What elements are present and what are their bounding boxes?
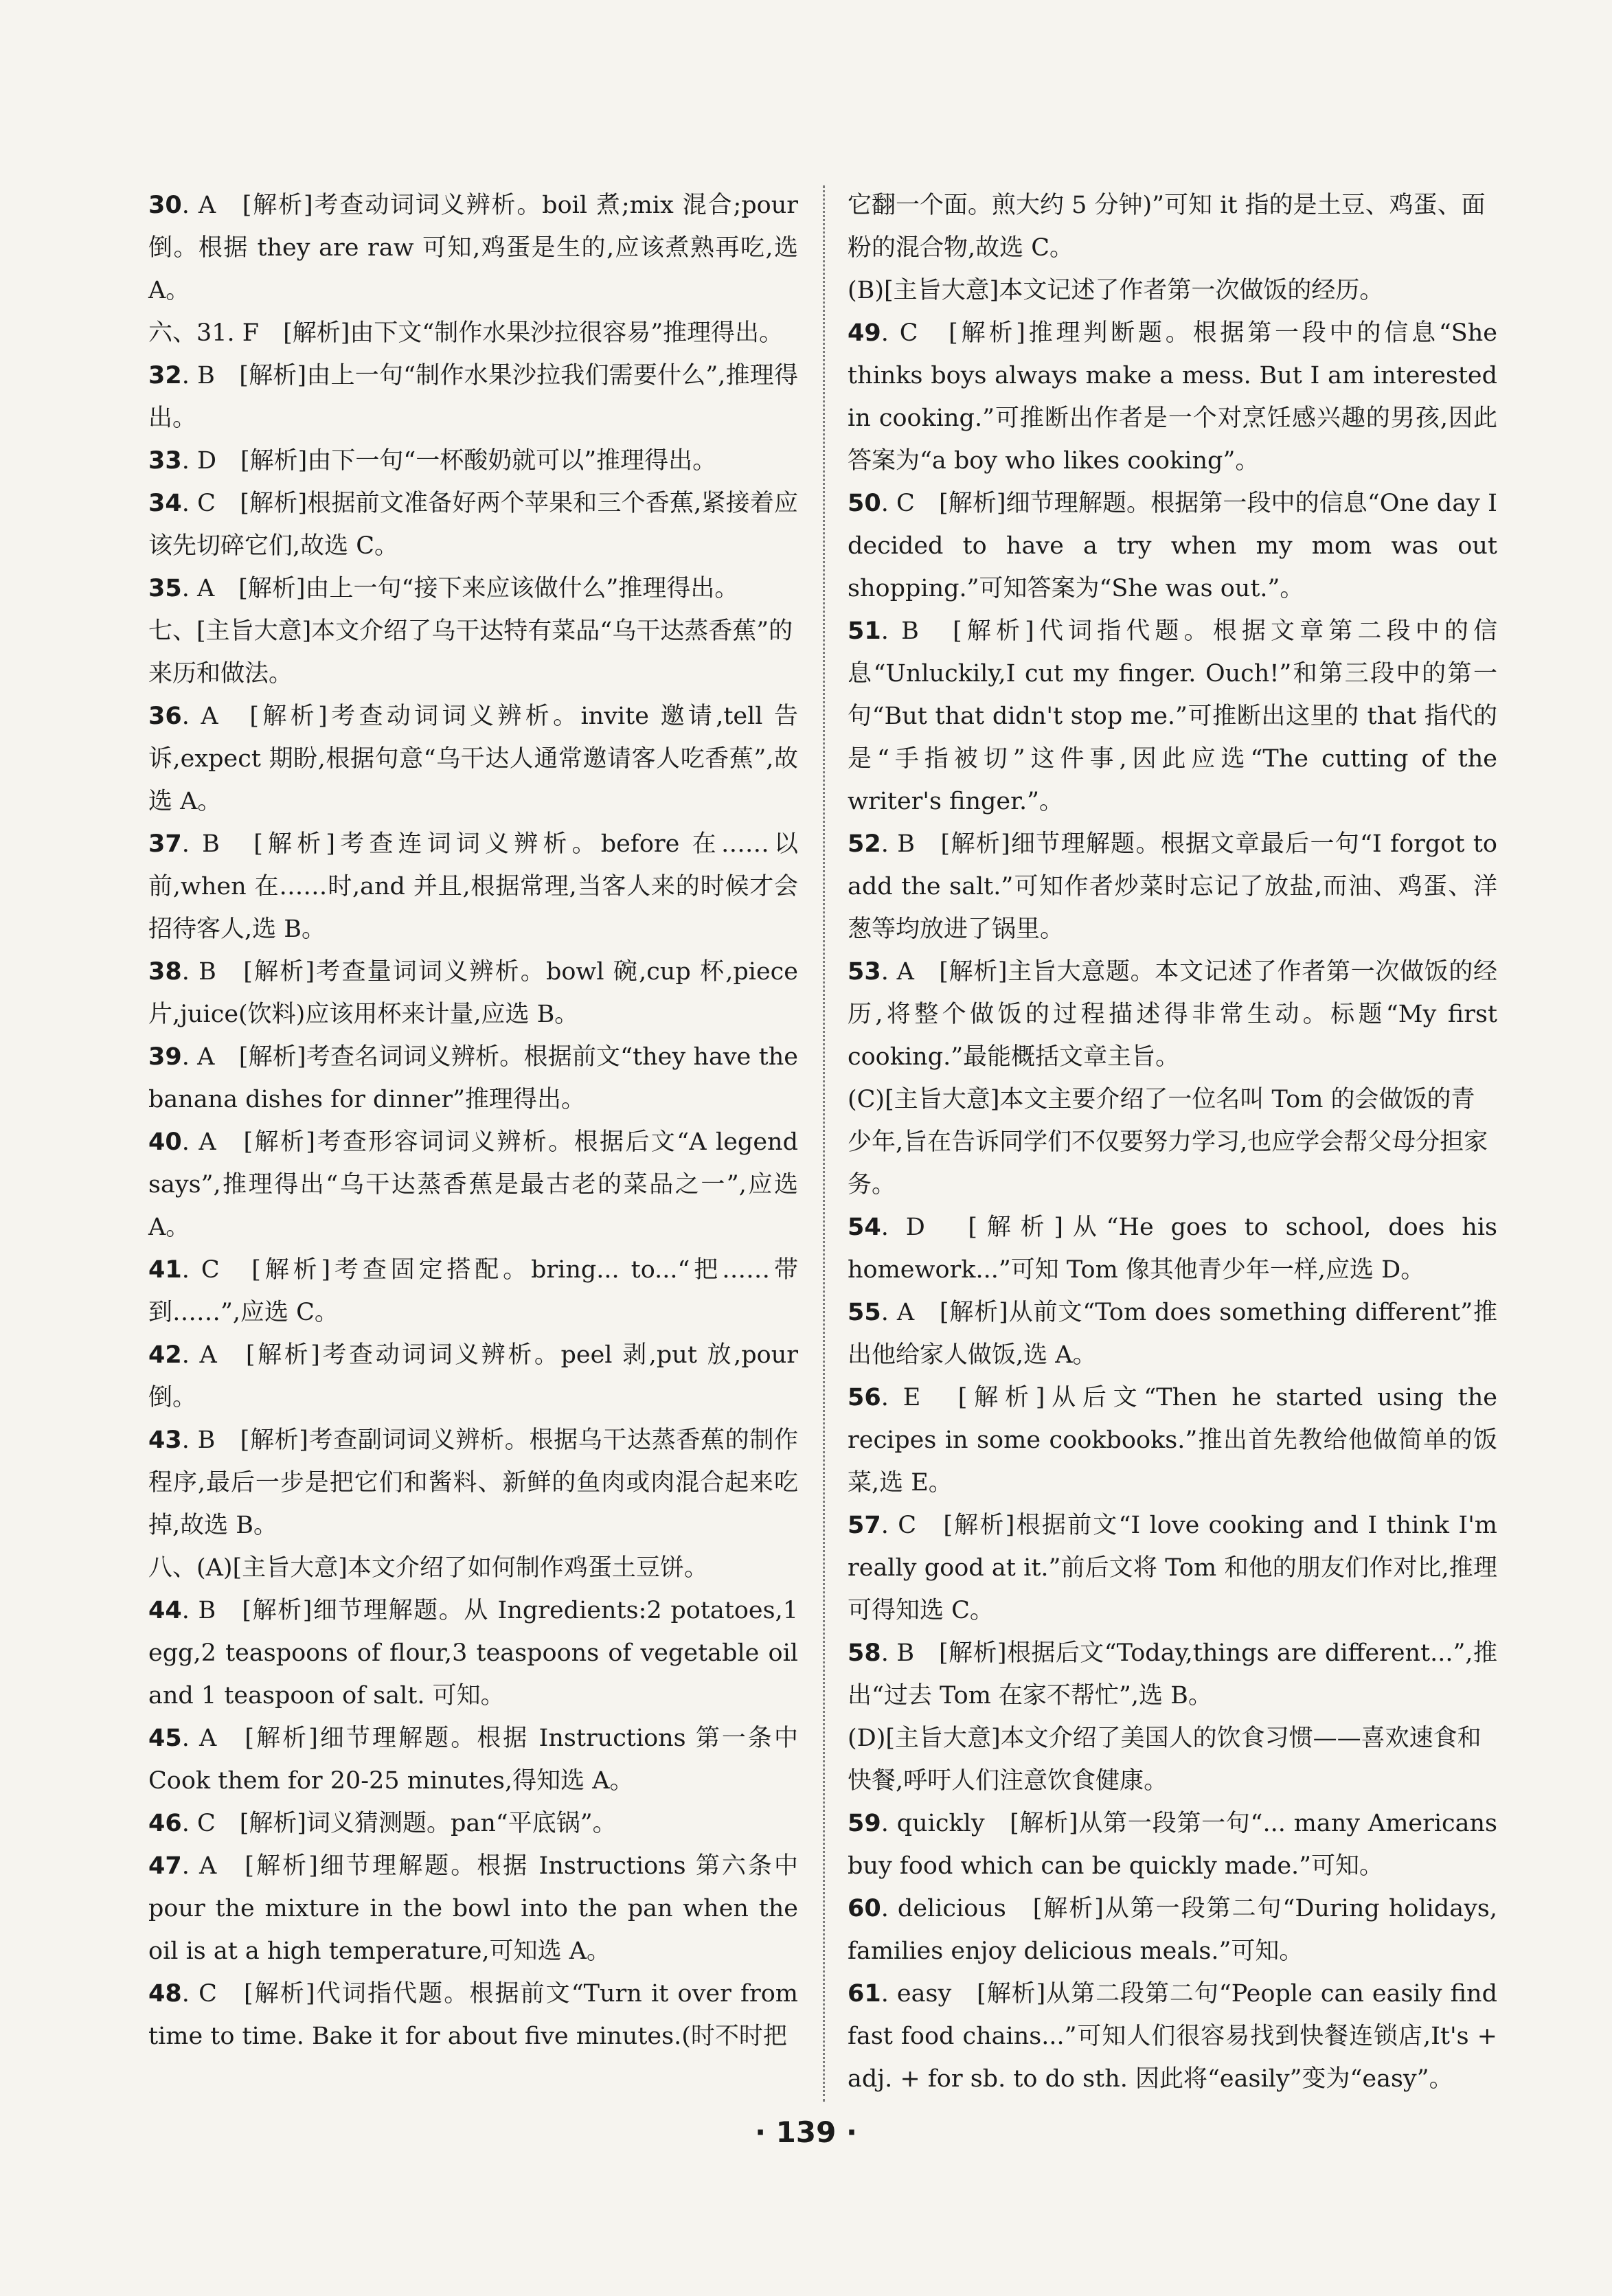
answer-text: 它翻一个面。煎大约 5 分钟)”可知 it 指的是土豆、鸡蛋、面粉的混合物,故选 C。 xyxy=(848,192,1486,262)
answer-item xyxy=(148,1802,798,1845)
answer-text: . A [解析]细节理解题。根据 Instructions 第一条中 Cook them for 20-25 minutes,得知选 A。 xyxy=(148,1725,798,1795)
answer-text: . A [解析]考查动词词义辨析。invite 邀请,tell 告诉,expect 期盼,根据句意“乌干达人通常邀请客人吃香蕉”,故选 A。 xyxy=(148,703,798,815)
answer-text: (B)[主旨大意]本文记述了作者第一次做饭的经历。 xyxy=(848,277,1384,304)
answer-text: . A [解析]主旨大意题。本文记述了作者第一次做饭的经历,将整个做饭的过程描述得非常生动。标题“My first cooking.”最能概括文章主旨。 xyxy=(848,958,1497,1071)
section-heading xyxy=(148,610,798,695)
answer-text: . A [解析]考查动词词义辨析。boil 煮;mix 混合;pour 倒。根据 they are raw 可知,鸡蛋是生的,应该煮熟再吃,选 A。 xyxy=(148,192,798,304)
answer-item xyxy=(148,354,798,440)
answer-item xyxy=(148,1419,798,1547)
answer-item xyxy=(148,567,798,610)
answer-item xyxy=(848,951,1497,1078)
answer-item xyxy=(148,184,798,312)
question-number: 39 xyxy=(148,1043,182,1071)
question-number: 57 xyxy=(848,1512,881,1539)
answer-text: 八、(A)[主旨大意]本文介绍了如何制作鸡蛋土豆饼。 xyxy=(148,1554,708,1582)
answer-item xyxy=(848,482,1497,610)
answer-text: . A [解析]由上一句“接下来应该做什么”推理得出。 xyxy=(181,575,739,602)
answer-text: (C)[主旨大意]本文主要介绍了一位名叫 Tom 的会做饭的青少年,旨在告诉同学们不仅要努力学习,也应学会帮父母分担家务。 xyxy=(848,1086,1488,1198)
question-number: 59 xyxy=(848,1810,881,1837)
answer-text: . A [解析]从前文“Tom does something different”推出他给家人做饭,选 A。 xyxy=(848,1299,1497,1369)
answer-text: . B [解析]考查量词词义辨析。bowl 碗,cup 杯,piece 片,juice(饮料)应该用杯来计量,应选 B。 xyxy=(148,958,798,1028)
question-number: 60 xyxy=(848,1895,881,1922)
answer-text: . D [解析]由下一句“一杯酸奶就可以”推理得出。 xyxy=(181,447,717,475)
question-number: 37 xyxy=(148,830,182,858)
question-number: 53 xyxy=(848,958,881,986)
answer-text: . C [解析]推理判断题。根据第一段中的信息“She thinks boys always make a mess. But I am interested in cooking.”可推断出作者是一个对烹饪感兴趣的男孩,因此答案为“a boy who likes cooking”。 xyxy=(848,319,1497,475)
answer-text: . C [解析]词义猜测题。pan“平底锅”。 xyxy=(181,1810,617,1837)
section-heading xyxy=(148,312,798,354)
answer-text: . B [解析]根据后文“Today,things are different...”,推出“过去 Tom 在家不帮忙”,选 B。 xyxy=(848,1639,1497,1709)
question-number: 54 xyxy=(848,1214,881,1241)
answer-text: . B [解析]代词指代题。根据文章第二段中的信息“Unluckily,I cut my finger. Ouch!”和第三段中的第一句“But that didn't stop me.”可推断出这里的 that 指代的是“手指被切”这件事,因此应选“The cutting of the writer's finger.”。 xyxy=(848,617,1497,815)
answer-item xyxy=(148,1121,798,1249)
section-heading xyxy=(848,184,1497,269)
question-number: 48 xyxy=(148,1980,182,2008)
answer-text: . C [解析]根据前文“I love cooking and I think I'm really good at it.”前后文将 Tom 和他的朋友们作对比,推理可得知选 C。 xyxy=(848,1512,1497,1624)
section-heading xyxy=(848,1717,1497,1802)
question-number: 41 xyxy=(148,1256,182,1284)
answer-text: . D [解析]从“He goes to school, does his homework...”可知 Tom 像其他青少年一样,应选 D。 xyxy=(848,1214,1497,1284)
answer-item xyxy=(848,823,1497,951)
question-number: 46 xyxy=(148,1810,182,1837)
answer-item xyxy=(148,1249,798,1334)
section-heading xyxy=(848,269,1497,312)
question-number: 34 xyxy=(148,490,182,517)
answer-text: . A [解析]考查名词词义辨析。根据前文“they have the banana dishes for dinner”推理得出。 xyxy=(148,1043,798,1113)
question-number: 50 xyxy=(848,490,881,517)
answer-text: . B [解析]考查连词词义辨析。before 在……以前,when 在……时,and 并且,根据常理,当客人来的时候才会招待客人,选 B。 xyxy=(148,830,798,943)
question-number: 43 xyxy=(148,1427,182,1454)
answer-text: (D)[主旨大意]本文介绍了美国人的饮食习惯——喜欢速食和快餐,呼吁人们注意饮食健康。 xyxy=(848,1725,1482,1795)
answer-text: . E [解析]从后文“Then he started using the recipes in some cookbooks.”推出首先教给他做简单的饭菜,选 E。 xyxy=(848,1384,1497,1497)
question-number: 55 xyxy=(848,1299,881,1326)
answer-text: 六、31. F [解析]由下文“制作水果沙拉很容易”推理得出。 xyxy=(148,319,784,347)
answer-text: . quickly [解析]从第一段第一句“... many Americans buy food which can be quickly made.”可知。 xyxy=(848,1810,1497,1880)
answer-item xyxy=(848,610,1497,823)
answer-text: 七、[主旨大意]本文介绍了乌干达特有菜品“乌干达蒸香蕉”的来历和做法。 xyxy=(148,617,793,687)
question-number: 58 xyxy=(848,1639,881,1667)
answer-text: . C [解析]代词指代题。根据前文“Turn it over from time to time. Bake it for about five minutes.(时不时把 xyxy=(148,1980,798,2050)
question-number: 40 xyxy=(148,1128,182,1156)
question-number: 33 xyxy=(148,447,182,475)
page-number: · 139 · xyxy=(755,2115,857,2149)
answer-text: . B [解析]考查副词词义辨析。根据乌干达蒸香蕉的制作程序,最后一步是把它们和酱料、新鲜的鱼肉或肉混合起来吃掉,故选 B。 xyxy=(148,1427,798,1539)
question-number: 45 xyxy=(148,1725,182,1752)
left-column xyxy=(148,184,798,2058)
answer-item xyxy=(848,1973,1497,2100)
section-heading xyxy=(848,1078,1497,1206)
right-column xyxy=(848,184,1497,2100)
answer-item xyxy=(148,482,798,567)
answer-item xyxy=(148,695,798,823)
answer-item xyxy=(148,1036,798,1121)
question-number: 35 xyxy=(148,575,182,602)
answer-text: . A [解析]考查形容词词义辨析。根据后文“A legend says”,推理得出“乌干达蒸香蕉是最古老的菜品之一”,应选 A。 xyxy=(148,1128,798,1241)
answer-text: . B [解析]由上一句“制作水果沙拉我们需要什么”,推理得出。 xyxy=(148,362,798,432)
question-number: 32 xyxy=(148,362,182,389)
answer-item xyxy=(848,1887,1497,1973)
answer-item xyxy=(148,1717,798,1802)
answer-text: . delicious [解析]从第一段第二句“During holidays, families enjoy delicious meals.”可知。 xyxy=(848,1895,1497,1965)
answer-item xyxy=(148,951,798,1036)
answer-item xyxy=(148,1589,798,1717)
answer-item xyxy=(148,1973,798,2058)
question-number: 52 xyxy=(848,830,881,858)
answer-text: . C [解析]根据前文准备好两个苹果和三个香蕉,紧接着应该先切碎它们,故选 C。 xyxy=(148,490,798,560)
answer-item xyxy=(148,440,798,482)
question-number: 47 xyxy=(148,1852,182,1880)
answer-item xyxy=(848,1504,1497,1632)
answer-text: . A [解析]细节理解题。根据 Instructions 第六条中 pour the mixture in the bowl into the pan when the oil is at a high temperature,可知选 A。 xyxy=(148,1852,798,1965)
question-number: 49 xyxy=(848,319,881,347)
question-number: 44 xyxy=(148,1597,182,1624)
answer-item xyxy=(148,1334,798,1419)
question-number: 42 xyxy=(148,1341,182,1369)
question-number: 51 xyxy=(848,617,881,645)
answer-text: . easy [解析]从第二段第二句“People can easily find fast food chains...”可知人们很容易找到快餐连锁店,It's + adj. + for sb. to do sth. 因此将“easily”变为“easy”。 xyxy=(848,1980,1497,2093)
question-number: 36 xyxy=(148,703,182,730)
answer-item xyxy=(848,1206,1497,1291)
answer-item xyxy=(848,1376,1497,1504)
answer-text: . B [解析]细节理解题。从 Ingredients:2 potatoes,1 egg,2 teaspoons of flour,3 teaspoons of vegetable oil and 1 teaspoon of salt. 可知。 xyxy=(148,1597,798,1709)
answer-text: . C [解析]考查固定搭配。bring... to...“把……带到……”,应选 C。 xyxy=(148,1256,798,1326)
answer-text: . C [解析]细节理解题。根据第一段中的信息“One day I decided to have a try when my mom was out shopping.”可知答案为“She was out.”。 xyxy=(848,490,1497,602)
column-divider xyxy=(823,185,825,2102)
answer-item xyxy=(848,1802,1497,1887)
question-number: 61 xyxy=(848,1980,881,2008)
question-number: 56 xyxy=(848,1384,881,1411)
answer-text: . B [解析]细节理解题。根据文章最后一句“I forgot to add the salt.”可知作者炒菜时忘记了放盐,而油、鸡蛋、洋葱等均放进了锅里。 xyxy=(848,830,1497,943)
answer-text: . A [解析]考查动词词义辨析。peel 剥,put 放,pour 倒。 xyxy=(148,1341,798,1411)
answer-item xyxy=(148,823,798,951)
question-number: 30 xyxy=(148,192,182,219)
answer-item xyxy=(848,1632,1497,1717)
question-number: 38 xyxy=(148,958,182,986)
section-heading xyxy=(148,1547,798,1589)
answer-item xyxy=(148,1845,798,1973)
answer-item xyxy=(848,312,1497,482)
answer-item xyxy=(848,1291,1497,1376)
